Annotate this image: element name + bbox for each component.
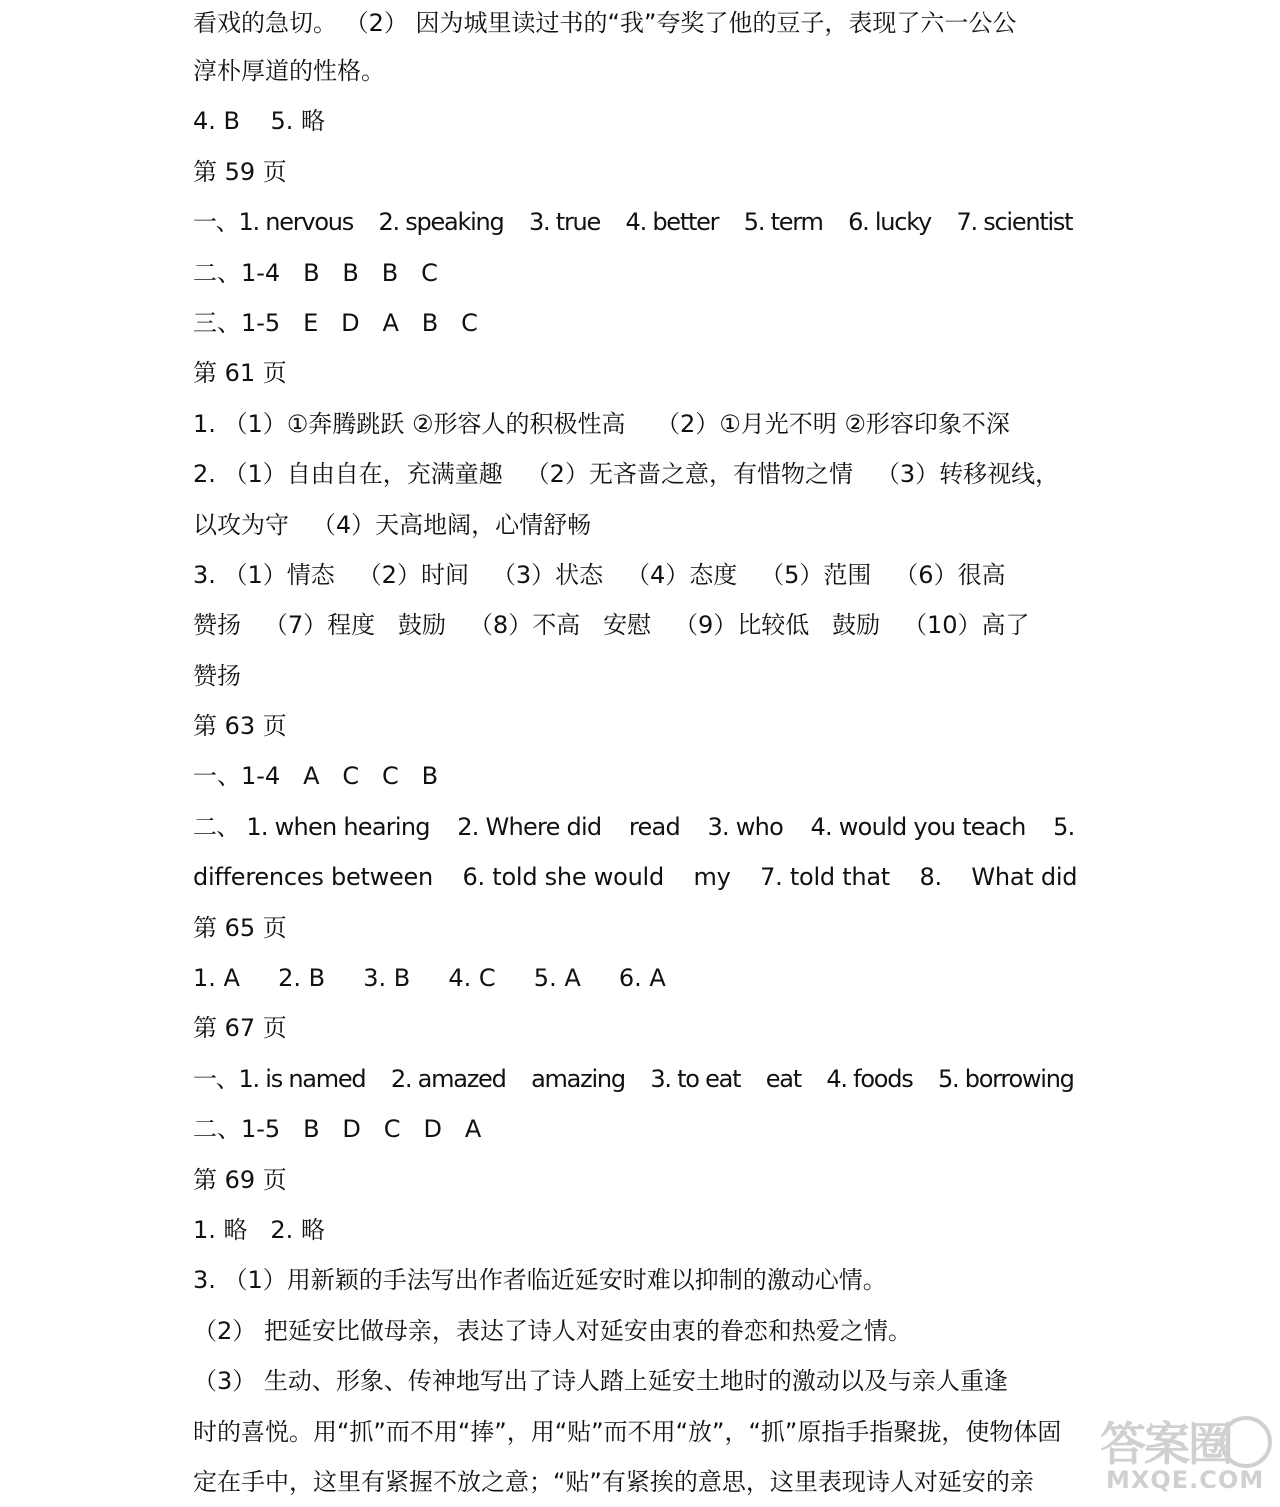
answer-line: 三、1-5 E D A B C (193, 308, 478, 337)
answer-line: 1. A 2. B 3. B 4. C 5. A 6. A (193, 964, 666, 993)
answer-line: 二、 1. when hearing 2. Where did read 3. who 4. would you teach 5. (193, 812, 1075, 841)
answer-line: 1. 略 2. 略 (193, 1215, 325, 1244)
answer-line: 3. （1）情态 （2）时间 （3）状态 （4）态度 （5）范围 （6）很高 (193, 560, 1006, 589)
text-line: 看戏的急切。 （2） 因为城里读过书的“我”夸奖了他的豆子，表现了六一公公 (193, 9, 1017, 37)
watermark-seal-icon (1220, 1416, 1272, 1468)
answer-line: 一、1. nervous 2. speaking 3. true 4. better 5. term 6. lucky 7. scientist (193, 208, 1073, 237)
watermark-url: MXQE.COM (1106, 1466, 1265, 1494)
text-line: 淳朴厚道的性格。 (193, 57, 385, 85)
answer-line: 4. B 5. 略 (193, 107, 326, 136)
answer-line: 二、1-4 B B B C (193, 258, 438, 287)
answer-line: 赞扬 (193, 661, 241, 690)
watermark-logo: 答案圈 (1100, 1417, 1232, 1471)
page-heading: 第 67 页 (193, 1014, 287, 1043)
answer-line: 2. （1）自由自在，充满童趣 （2）无吝啬之意，有惜物之情 （3）转移视线， (193, 460, 1060, 489)
answer-line: 3. （1）用新颖的手法写出作者临近延安时难以抑制的激动心情。 (193, 1266, 887, 1295)
answer-line: 时的喜悦。用“抓”而不用“捧”，用“贴”而不用“放”，“抓”原指手指聚拢，使物体固 (193, 1417, 1062, 1446)
page-heading: 第 63 页 (193, 712, 287, 741)
answer-line: 一、1-4 A C C B (193, 762, 439, 791)
page-heading: 第 61 页 (193, 359, 287, 388)
answer-line: 1. （1）①奔腾跳跃 ②形容人的积极性高 （2）①月光不明 ②形容印象不深 (193, 409, 1010, 438)
answer-line: 赞扬 （7）程度 鼓励 （8）不高 安慰 （9）比较低 鼓励 （10）高了 (193, 611, 1030, 640)
answer-line: 二、1-5 B D C D A (193, 1115, 482, 1144)
page-heading: 第 65 页 (193, 913, 287, 942)
site-watermark (1100, 1408, 1275, 1498)
answer-line: 一、1. is named 2. amazed amazing 3. to eat eat 4. foods 5. borrowing (193, 1064, 1074, 1093)
page-heading: 第 59 页 (193, 157, 287, 186)
answer-line: 定在手中，这里有紧握不放之意；“贴”有紧挨的意思，这里表现诗人对延安的亲 (193, 1467, 1034, 1496)
answer-document (193, 0, 1088, 1507)
answer-line: differences between 6. told she would my 7. told that 8. What did (193, 863, 1078, 892)
page-heading: 第 69 页 (193, 1165, 287, 1194)
answer-line: 以攻为守 （4）天高地阔，心情舒畅 (193, 510, 592, 539)
answer-line: （2） 把延安比做母亲，表达了诗人对延安由衷的眷恋和热爱之情。 (193, 1316, 912, 1345)
answer-line: （3） 生动、形象、传神地写出了诗人踏上延安土地时的激动以及与亲人重逢 (193, 1367, 1008, 1396)
